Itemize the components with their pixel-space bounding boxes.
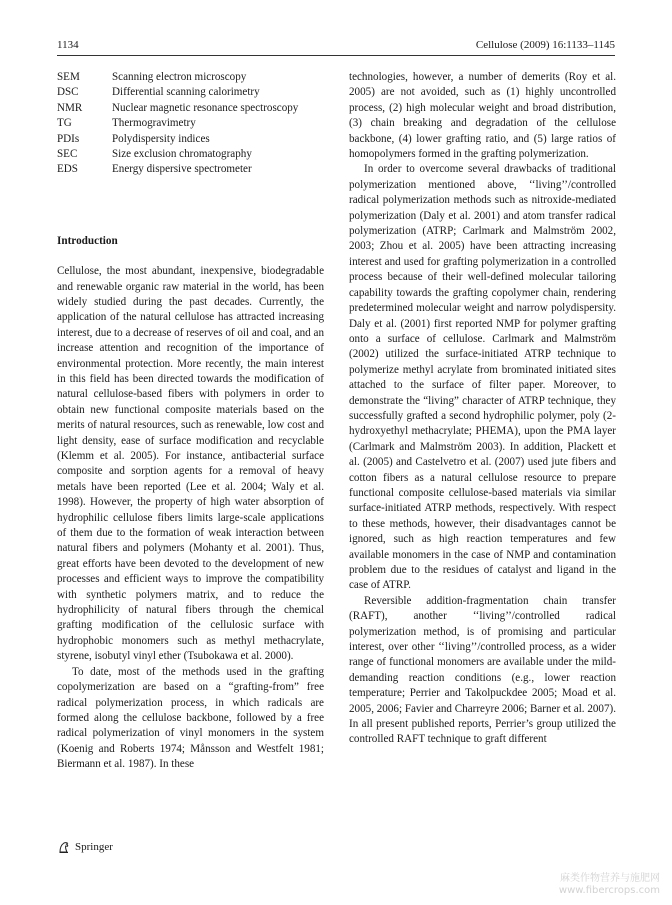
abbreviation-value: Energy dispersive spectrometer: [112, 163, 252, 176]
abbreviation-key: EDS: [57, 163, 78, 176]
abbreviation-row: [57, 85, 324, 100]
left-column: [57, 70, 324, 773]
running-header: [57, 38, 615, 52]
section-heading: Introduction: [57, 234, 118, 247]
abbreviation-value: Polydispersity indices: [112, 132, 210, 145]
body-paragraph: To date, most of the methods used in the grafting copolymerization are based on a “grafting-from” free radical polymerization process, in which radicals are formed along the cellulose backbone, followed by a free radical polymerization of vinyl monomers in the system (Koenig and Roberts 1974; Månsson and Westfelt 1981; Biermann et al. 1987). In these: [57, 665, 324, 771]
abbreviation-row: [57, 116, 324, 131]
header-rule: [57, 55, 615, 56]
abbreviation-value: Thermogravimetry: [112, 117, 196, 130]
right-column: [349, 70, 616, 748]
page-number: 1134: [57, 39, 79, 51]
abbreviation-value: Nuclear magnetic resonance spectroscopy: [112, 101, 299, 114]
abbreviation-row: [57, 162, 324, 177]
springer-horse-icon: [57, 840, 71, 854]
abbreviation-list: [57, 70, 324, 178]
watermark-site-name: 麻类作物营养与施肥网: [560, 873, 660, 884]
abbreviation-key: NMR: [57, 101, 83, 114]
body-paragraph: Cellulose, the most abundant, inexpensive, biodegradable and renewable organic raw material in the world, has been widely studied during the past decades. Currently, the application of the natural cellulose has attracted increasing interest, due to a decrease of reserves of oil and coal, and an increase attention and recognition of the importance of environmental protection. More recently, the main interest in this field has been directed towards the modification of natural cellulose-based fibers with polymers in order to obtain new functional composite materials based on the merits of natural resources, such as renewable, low cost and light density, ease of surface modification and recyclable (Klemm et al. 2005). For instance, antibacterial surface composite and sorption agents for a removal of heavy metals have been reported (Lee et al. 2004; Waly et al. 1998). However, the property of high water absorption of hydrophilic cellulose fibers limits large-scale applications of them due to the formation of weak interaction between natural fibers and polymers (Mohanty et al. 2001). Thus, great efforts have been devoted to the development of new processes and efficient ways to improve the compatibility with synthetic polymers matrix, and to reduce the hydrophilicity of natural fibers through the chemical grafting modification of the cellulosic surface with hydrophobic monomers such as methyl methacrylate, styrene, isobutyl vinyl ether (Tsubokawa et al. 2000).: [57, 265, 324, 663]
abbreviation-row: [57, 70, 324, 85]
body-paragraph: Reversible addition-fragmentation chain transfer (RAFT), another ‘‘living’’/controlled radical polymerization method, is of promising and particular interest, over other ‘‘living’’/controlled process, as a wider range of functional monomers are available under the mild-demanding reaction conditions (e.g., lower reaction temperature; Perrier and Takolpuckdee 2005; Moad et al. 2005, 2006; Favier and Charreyre 2006; Barner et al. 2007). In all present published reports, Perrier’s group utilized the controlled RAFT technique to graft different: [349, 594, 616, 746]
body-paragraph: In order to overcome several drawbacks of traditional polymerization mentioned above, ‘‘living’’/controlled radical polymerization methods such as nitroxide-mediated polymerization (Daly et al. 2001) and atom transfer radical polymerization (ATRP; Carlmark and Malmström 2002, 2003; Zhou et al. 2005) have been attracting increasing interest and used for grafting polymerization in a controlled process because of their well-defined molecular tailoring capability towards the grafting copolymer chain, rendering predetermined molecular weight and narrow polydispersity. Daly et al. (2001) first reported NMP for polymer grafting onto a surface of cellulose. Carlmark and Malmström (2002) utilized the surface-initiated ATRP technique to polymerize methyl acrylate from brominated initiated sites attached to the surface of filter paper. Moreover, to demonstrate the “living” character of ATRP technique, they successfully grafted a second hydrophilic polymer, poly (2-hydroxyethyl methacrylate; PHEMA), upon the PMA layer (Carlmark and Malmström 2003). In addition, Plackett et al. (2005) and Castelvetro et al. (2007) used jute fibers and cotton fibers as a natural cellulose resource to prepare functional composite cellulose-based materials via similar surface-initiated ATRP methods, respectively. With respect to these methods, however, their disadvantages cannot be ignored, such as high reaction temperatures and few available monomers in the case of NMP and contamination problem due to the residues of catalyst and ligand in the case of ATRP.: [349, 163, 616, 592]
body-paragraph: technologies, however, a number of demerits (Roy et al. 2005) are not avoided, such as (1) highly uncontrolled process, (2) high molecular weight and broad distribution, (3) chain breaking and degradation of the cellulose backbone, (4) lower grafting ratio, and (5) large ratios of homopolymers formed in the grafting polymerization.: [349, 71, 616, 161]
abbreviation-value: Differential scanning calorimetry: [112, 86, 260, 99]
watermark: [559, 873, 660, 897]
abbreviation-row: [57, 147, 324, 162]
publisher-name: Springer: [75, 841, 113, 853]
journal-citation: Cellulose (2009) 16:1133–1145: [475, 39, 615, 51]
abbreviation-key: SEM: [57, 71, 80, 83]
watermark-url: www.fibercrops.com: [558, 885, 660, 896]
abbreviation-key: PDIs: [57, 132, 80, 145]
abbreviation-row: [57, 101, 324, 116]
abbreviation-value: Scanning electron microscopy: [112, 71, 247, 83]
abbreviation-row: [57, 132, 324, 147]
abbreviation-key: TG: [57, 117, 72, 130]
abbreviation-key: DSC: [57, 86, 79, 99]
publisher-footer: [57, 838, 113, 856]
abbreviation-key: SEC: [57, 147, 78, 160]
abbreviation-value: Size exclusion chromatography: [112, 147, 252, 160]
